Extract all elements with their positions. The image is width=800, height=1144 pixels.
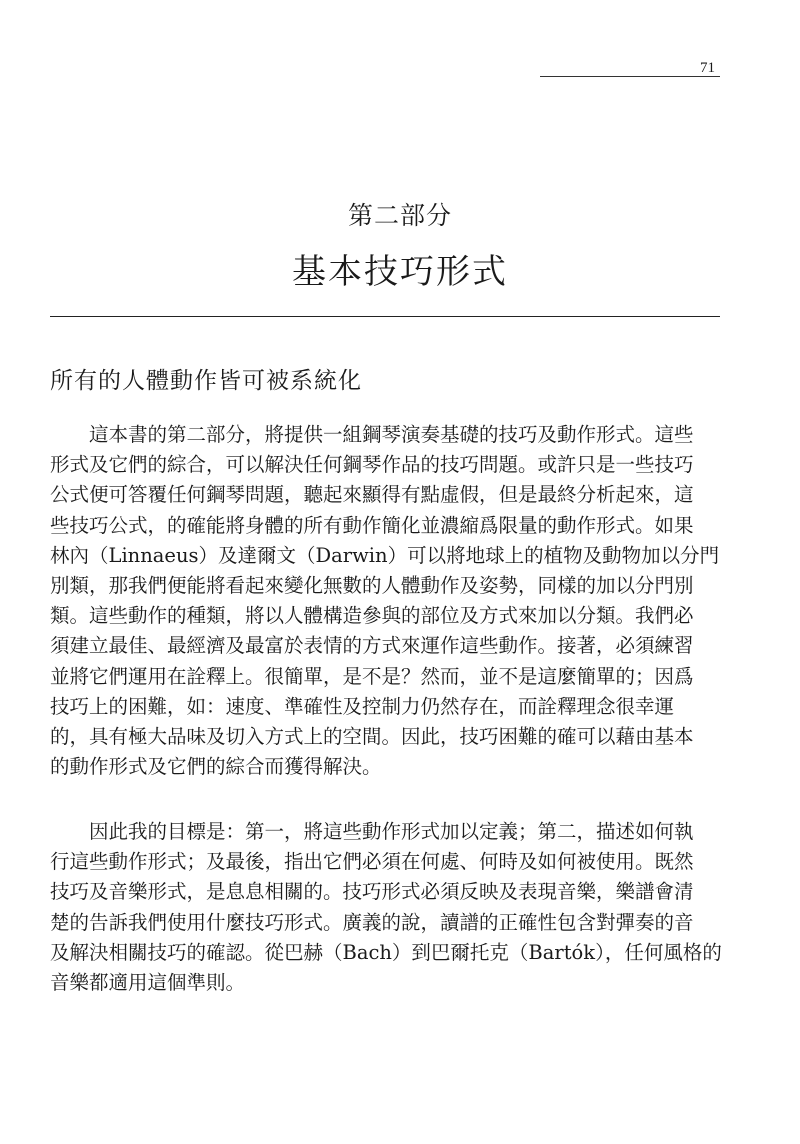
paragraph-line: 形式及它們的綜合，可以解決任何鋼琴作品的技巧問題。或許只是一些技巧 [50,453,694,477]
section-heading: 所有的人體動作皆可被系統化 [50,368,362,394]
paragraph-line: 別類，那我們便能將看起來變化無數的人體動作及姿勢，同樣的加以分門別 [50,574,694,598]
paragraph-line: 的，具有極大品味及切入方式上的空間。因此，技巧困難的確可以藉由基本 [50,725,694,749]
paragraph-line: 的動作形式及它們的綜合而獲得解決。 [50,755,382,779]
paragraph-line: 並將它們運用在詮釋上。很簡單，是不是？然而，並不是這麼簡單的；因爲 [50,664,694,688]
paragraph-line: 些技巧公式，的確能將身體的所有動作簡化並濃縮爲限量的動作形式。如果 [50,513,694,537]
paragraph-line: 須建立最佳、最經濟及最富於表情的方式來運作這些動作。接著，必須練習 [50,634,694,658]
paragraph-line: 音樂都適用這個準則。 [50,971,246,995]
paragraph-line: 及解決相關技巧的確認。從巴赫（Bach）到巴爾托克（Bartók），任何風格的 [50,940,722,964]
paragraph-line: 類。這些動作的種類，將以人體構造參與的部位及方式來加以分類。我們必 [50,604,694,628]
paragraph-line: 因此我的目標是：第一，將這些動作形式加以定義；第二，描述如何執 [50,820,694,843]
title-rule [50,316,720,317]
paragraph-line: 林內（Linnaeus）及達爾文（Darwin）可以將地球上的植物及動物加以分門 [50,543,720,567]
paragraph-line: 公式便可答覆任何鋼琴問題，聽起來顯得有點虛假，但是最終分析起來，這 [50,483,694,507]
header-rule [540,76,720,77]
paragraph-line: 技巧及音樂形式，是息息相關的。技巧形式必須反映及表現音樂，樂譜會清 [50,880,694,904]
paragraph-line: 行這些動作形式；及最後，指出它們必須在何處、何時及如何被使用。既然 [50,850,694,874]
body-paragraph-1 [50,420,718,782]
paragraph-line: 楚的告訴我們使用什麼技巧形式。廣義的說，讀譜的正確性包含對彈奏的音 [50,910,694,934]
part-title: 基本技巧形式 [292,252,508,292]
page-number: 71 [700,60,715,76]
part-label: 第二部分 [347,201,452,230]
paragraph-line: 這本書的第二部分，將提供一組鋼琴演奏基礎的技巧及動作形式。這些 [50,423,694,446]
body-paragraph-2 [50,817,722,998]
paragraph-line: 技巧上的困難，如：速度、準確性及控制力仍然存在，而詮釋理念很幸運 [50,694,675,718]
